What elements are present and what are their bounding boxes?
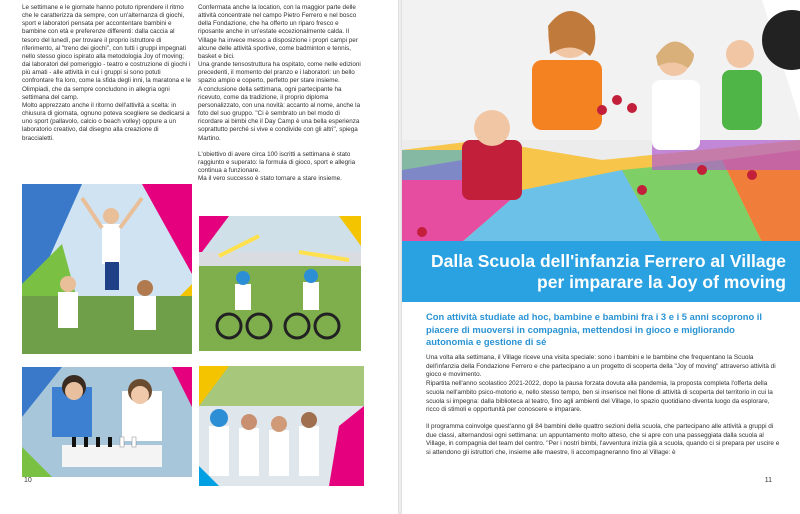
paragraph: Ma il vero successo è stato tornare a stare insieme.: [198, 175, 342, 183]
photo-children-playing: [402, 0, 800, 242]
article-title: Dalla Scuola dell'infanzia Ferrero al Village per imparare la Joy of moving: [431, 251, 786, 292]
right-page: [402, 0, 800, 514]
text-column-mid: [198, 4, 366, 183]
paragraph: L'obiettivo di avere circa 100 iscritti a settimana è stato raggiunto e superato: la formula di gioco, sport e allegria continua a funzionare.: [198, 150, 356, 174]
title-banner: [402, 241, 800, 302]
paragraph: Ripartita nell'anno scolastico 2021-2022, dopo la pausa forzata dovuta alla pandemia, la proposta completa l'offerta della scuola nell'ambito psico-motorio e, nello stesso tempo, ben si inserisce nel filone di attività di scoperta del territorio in cui la scuola si impegna: dalla biblioteca al teatro, fino agli ambienti del Village, lo spazio quotidiano diventa luogo da esplorare, ricco di stimoli e opportunità per conoscere e imparare.: [426, 380, 773, 414]
photo-girls-illustration: [22, 184, 192, 354]
paragraph: Le settimane e le giornate hanno potuto riprendere il ritmo che le caratterizza da sempre, con un'alternanza di giochi, sport e laboratori pensata per accontentare bambini e bambine con età e preferenze differenti: dalla caccia al tesoro del lunedì, per trovare il proprio istruttore di riferimento, al "treno dei giochi", con tutti i gruppi impegnati nello stesso gioco ispirato alla metodologia Joy of moving; dai laboratori del pomeriggio - teatro e costruzione di giochi i più amati - alle attività in cui i gruppi si sono potuti confrontare fra loro, come la sfida degli inni, la maratona e le Olimpiadi, che da sempre concludono in allegria ogni settimana del camp.: [22, 4, 192, 101]
paragraph: Confermata anche la location, con la maggior parte delle attività concentrate nel campo Pietro Ferrero e nel bosco della Fondazione, che ha offerto un riparo fresco e riposante anche in un'estate eccezionalmente calda. Il Village ha invece messo a disposizione i propri campi per alcune delle attività sportive, come badminton e tennis, basket e bici.: [198, 4, 358, 60]
paragraph: Una grande tensostruttura ha ospitato, come nelle edizioni precedenti, il momento del pranzo e i laboratori: un bello spazio ampio e coperto, perfetto per stare insieme.: [198, 61, 361, 85]
article-lead: Con attività studiate ad hoc, bambine e bambini fra i 3 e i 5 anni scoprono il piacere di muoversi in compagnia, mettendosi in gioco e migliorando autonomia e gestione di sé: [426, 311, 762, 348]
paragraph: Una volta alla settimana, il Village riceve una visita speciale: sono i bambini e le bambine che frequentano la Scuola dell'infanzia della Fondazione Ferrero e che partecipano a un progetto di scoperta della "Joy of moving" attraverso attività di gioco e movimento.: [426, 354, 776, 379]
text-column-left: [22, 4, 192, 143]
paragraph: A conclusione della settimana, ogni partecipante ha ricevuto, come da tradizione, il proprio diploma personalizzato, con una novità: accanto al nome, anche la foto del suo gruppo. "Ci è sembrato un bel modo di ricordare ai bimbi che il Day Camp è una bella esperienza soprattutto perché si vive e condivide con gli altri", spiega Martino.: [198, 85, 361, 142]
page-number: 10: [24, 477, 32, 484]
left-page: [0, 0, 398, 514]
photo-hero-illustration: [402, 0, 800, 242]
photo-kids-group: [199, 366, 364, 486]
photo-chess-illustration: [22, 367, 192, 477]
photo-kids-illustration: [199, 366, 364, 486]
page-number: 11: [764, 477, 772, 484]
paragraph: Molto apprezzato anche il ritorno dell'attività a scelta: in chiusura di giornata, ognuno poteva scegliere se dedicarsi a uno sport (pallavolo, calcio o beach volley) oppure a un laboratorio creativo, dal disegno alla creazione di braccialetti.: [22, 101, 190, 142]
photo-kids-bikes: [199, 216, 361, 351]
paragraph: Il programma coinvolge quest'anno gli 84 bambini delle quattro sezioni della scuola, che partecipano alle attività a gruppi di due classi, alternandosi ogni settimana: un appuntamento molto atteso, che si apre con una passeggiata dalla scuola al Village, in compagnia del team del centro. "Per i nostri bimbi, l'avventura inizia già a scuola, quando ci si prepara per uscire e si attendono gli istruttori che, insieme alle maestre, li accompagneranno fino al Village: è: [426, 422, 780, 457]
photo-girls-celebrating: [22, 184, 192, 354]
text-column-right: [426, 354, 780, 458]
photo-chess: [22, 367, 192, 477]
photo-bikes-illustration: [199, 216, 361, 351]
